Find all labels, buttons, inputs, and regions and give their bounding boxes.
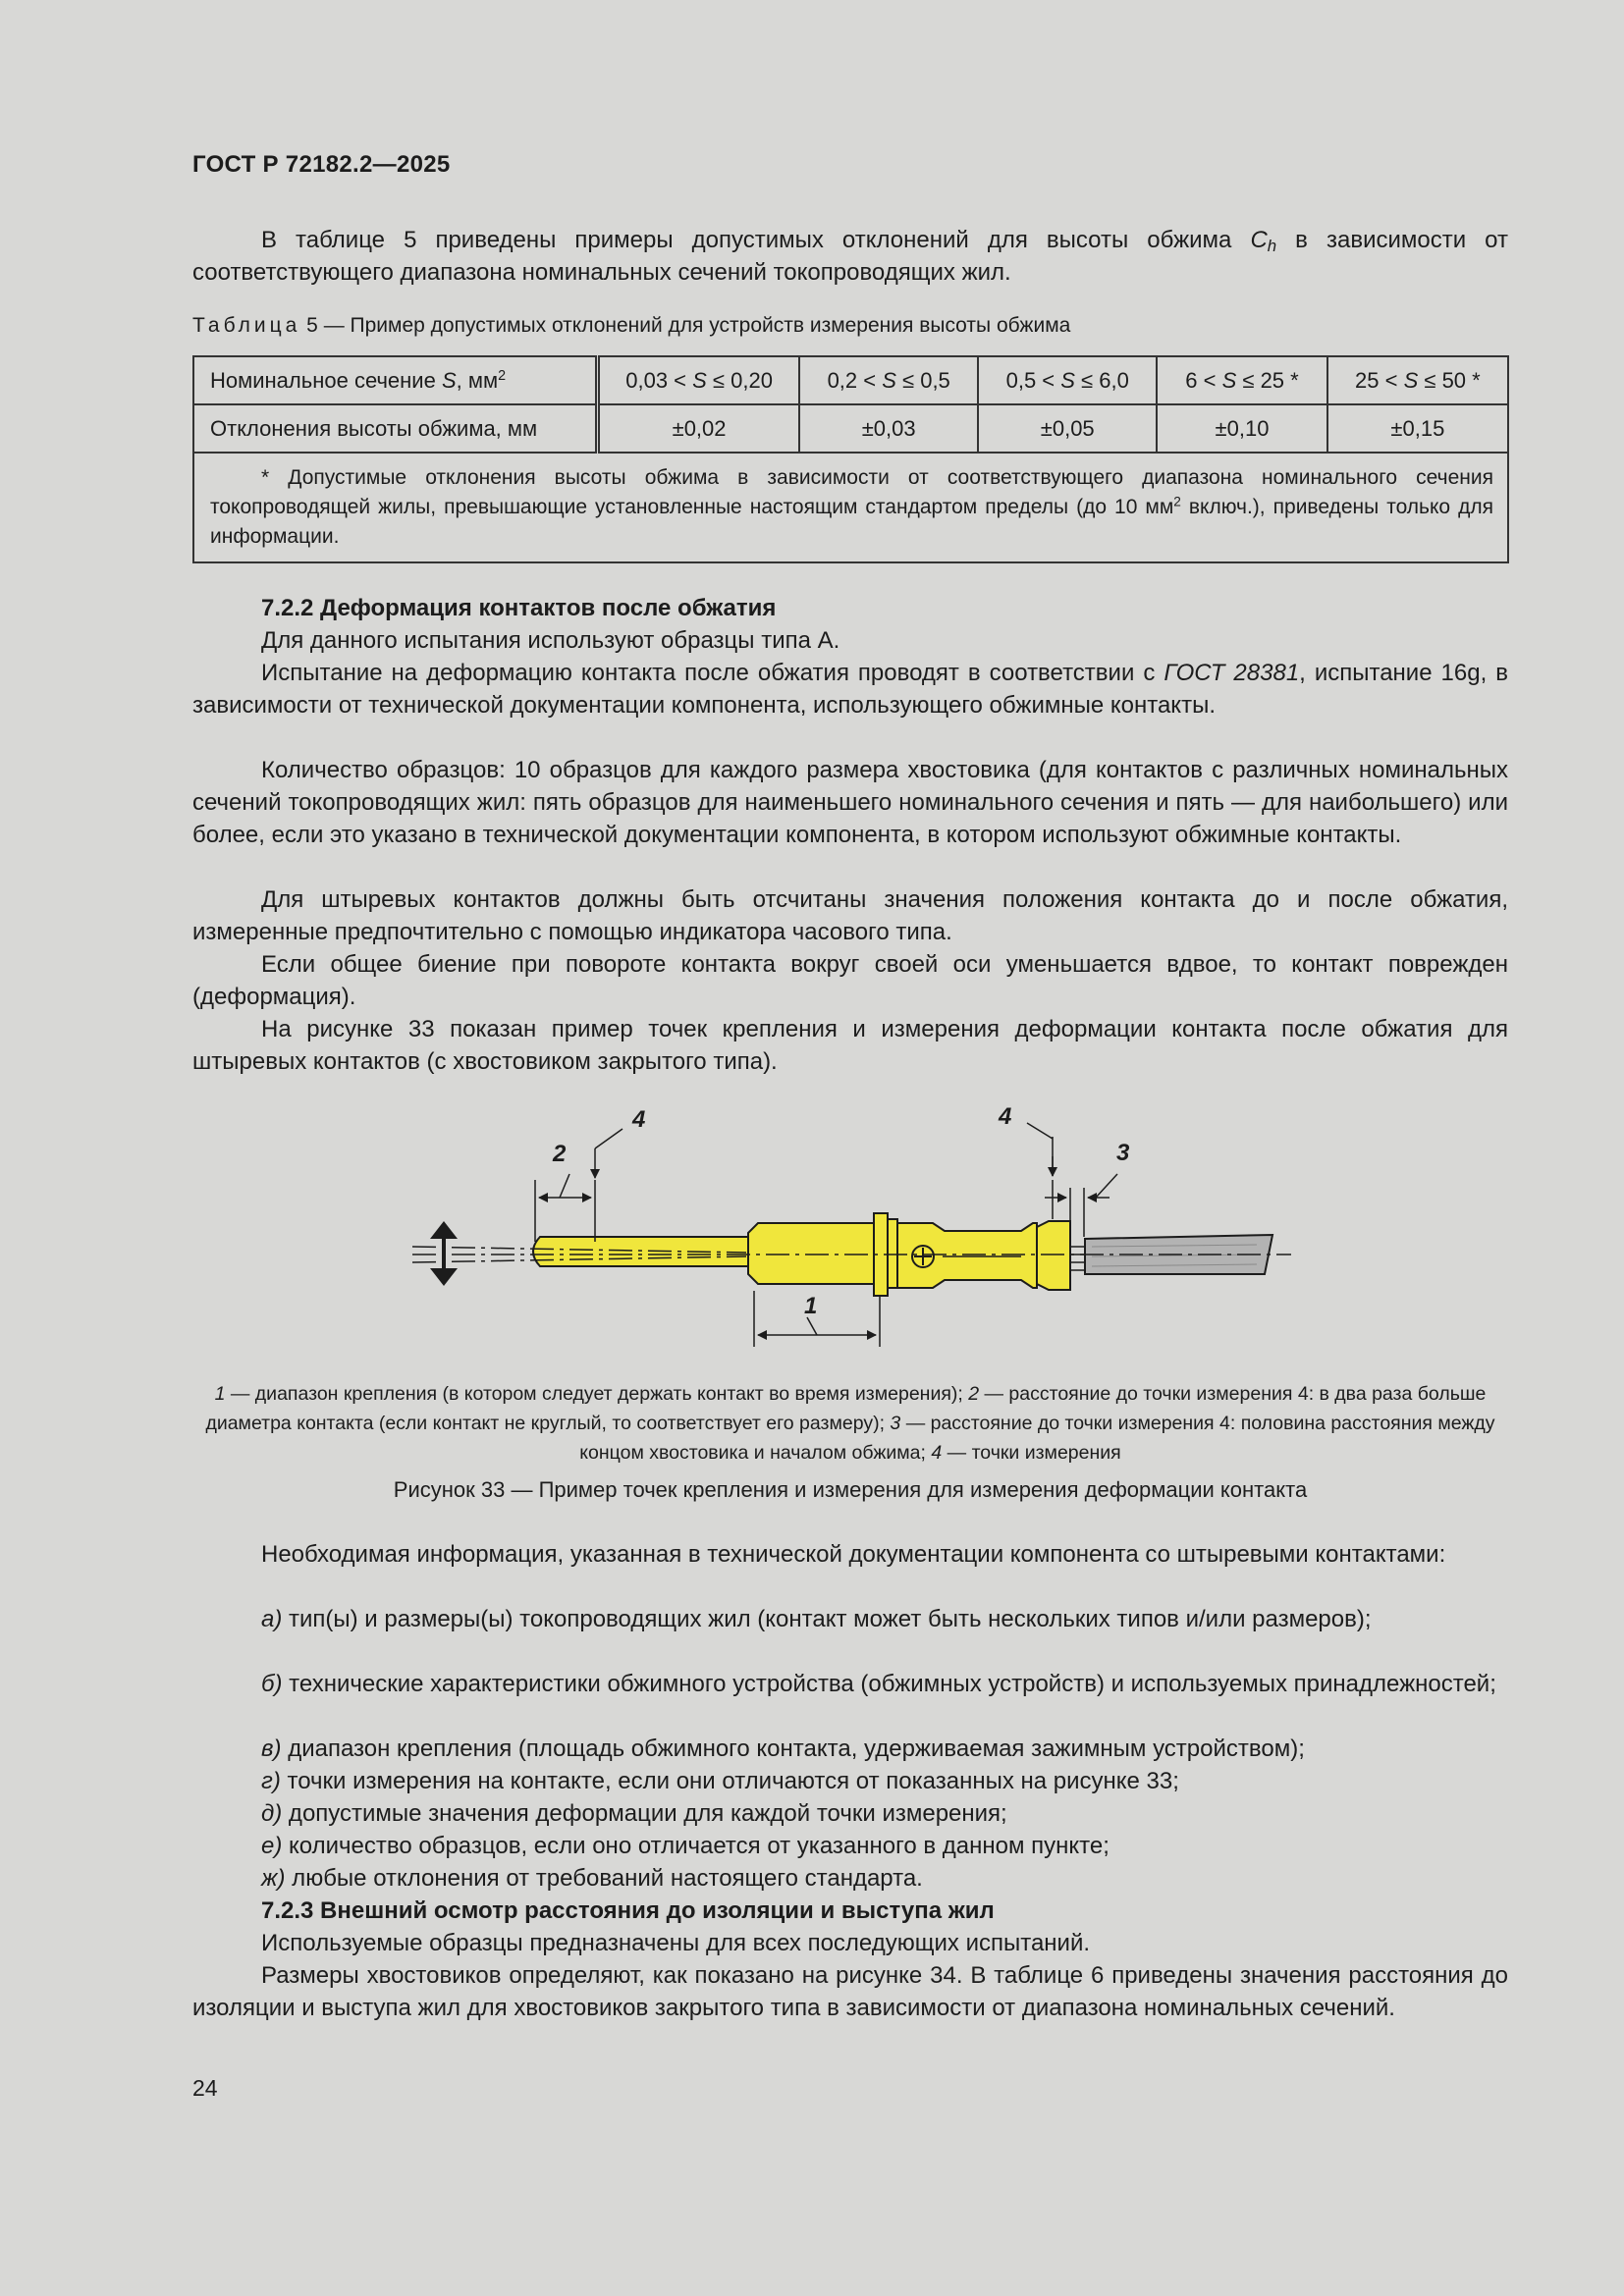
- table-cell-range: 25 < S ≤ 50 *: [1327, 356, 1508, 404]
- document-header: ГОСТ Р 72182.2—2025: [192, 151, 451, 178]
- figure-33-drawing: [393, 1099, 1326, 1364]
- paragraph: Если общее биение при повороте контакта вокруг своей оси уменьшается вдвое, то контакт поврежден (деформация).: [192, 951, 1508, 1010]
- paragraph: Размеры хвостовиков определяют, как показано на рисунке 34. В таблице 6 приведены значения расстояния до изоляции и выступа жил для хвостовиков закрытого типа в зависимости от диапазона номинальных сечений.: [192, 1962, 1508, 2021]
- paragraph: Необходимая информация, указанная в технической документации компонента со штыревыми контактами:: [261, 1541, 1446, 1568]
- table-cell-range: 6 < S ≤ 25 *: [1157, 356, 1327, 404]
- table-cell-deviation: ±0,02: [598, 404, 800, 453]
- table-cell-range: 0,2 < S ≤ 0,5: [799, 356, 978, 404]
- label-3: 3: [1116, 1140, 1130, 1166]
- label-1: 1: [804, 1293, 818, 1319]
- table-cell-deviation: ±0,05: [978, 404, 1157, 453]
- list-item: г) точки измерения на контакте, если они отличаются от показанных на рисунке 33;: [261, 1768, 1179, 1794]
- list-item: ж) любые отклонения от требований настоящего стандарта.: [261, 1865, 923, 1892]
- paragraph: Для штыревых контактов должны быть отсчитаны значения положения контакта до и после обжатия, измеренные предпочтительно с помощью индикатора часового типа.: [192, 886, 1508, 945]
- table-footnote: * Допустимые отклонения высоты обжима в зависимости от соответствующего диапазона номинального сечения токопроводящей жилы, превышающие установленные настоящим стандартом пределы (до 10 $мм^2$ включ.), приведены только для информации.: [193, 453, 1508, 562]
- label-2: 2: [553, 1141, 567, 1167]
- table-row: [193, 356, 1508, 404]
- dimension-2: [535, 1174, 595, 1242]
- paragraph: Испытание на деформацию контакта после обжатия проводят в соответствии с ГОСТ 28381, испытание 16g, в зависимости от технической документации компонента, использующего обжимные контакты.: [192, 660, 1508, 719]
- label-4-left: 4: [632, 1106, 646, 1133]
- list-item: д) допустимые значения деформации для каждой точки измерения;: [261, 1800, 1007, 1827]
- table-row: [193, 453, 1508, 562]
- list-item: б) технические характеристики обжимного устройства (обжимных устройств) и используемых принадлежностей;: [261, 1671, 1496, 1697]
- measurement-pointer-left: [595, 1129, 623, 1178]
- table-row-header-section: Номинальное сечение S, $мм^2$: [193, 356, 598, 404]
- table-cell-deviation: ±0,10: [1157, 404, 1327, 453]
- list-item: а) тип(ы) и размеры(ы) токопроводящих жил (контакт может быть нескольких типов и/или размеров);: [261, 1606, 1372, 1632]
- label-4-right: 4: [999, 1103, 1012, 1130]
- table-caption: Таблица 5 — Пример допустимых отклонений для устройств измерения высоты обжима: [192, 314, 1071, 337]
- measurement-pointer-right: [1027, 1123, 1053, 1219]
- table-5: [192, 355, 1509, 563]
- paragraph: На рисунке 33 показан пример точек крепления и измерения деформации контакта после обжатия для штыревых контактов (с хвостовиком закрытого типа).: [192, 1016, 1508, 1075]
- paragraph: Количество образцов: 10 образцов для каждого размера хвостовика (для контактов с различных номинальных сечений токопроводящих жил: пять образцов для наименьшего номинального сечения и пять — для наибольшего) или более, если это указано в технической документации компонента, в котором используют обжимные контакты.: [192, 757, 1508, 848]
- wire-strands: [1070, 1247, 1086, 1270]
- list-item: е) количество образцов, если оно отличается от указанного в данном пункте;: [261, 1833, 1110, 1859]
- table-cell-range: 0,5 < S ≤ 6,0: [978, 356, 1157, 404]
- table-cell-range: 0,03 < S ≤ 0,20: [598, 356, 800, 404]
- figure-legend: 1 — диапазон крепления (в котором следует держать контакт во время измерения); 2 — расстояние до точки измерения 4: в два раза больше диаметра контакта (если контакт не круглый, то соответствует его размеру); 3 — расстояние до точки измерения 4: половина расстояния между концом хвостовика и началом обжима; 4 — точки измерения: [205, 1383, 1495, 1464]
- section-heading-7-2-3: 7.2.3 Внешний осмотр расстояния до изоляции и выступа жил: [261, 1897, 995, 1924]
- intro-paragraph: В таблице 5 приведены примеры допустимых отклонений для высоты обжима $C_h$ в зависимости от соответствующего диапазона номинальных сечений токопроводящих жил.: [192, 227, 1508, 286]
- table-row-header-deviation: Отклонения высоты обжима, мм: [193, 404, 598, 453]
- table-cell-deviation: ±0,15: [1327, 404, 1508, 453]
- movement-arrow-icon: [430, 1221, 458, 1286]
- table-row: [193, 404, 1508, 453]
- paragraph: Используемые образцы предназначены для всех последующих испытаний.: [261, 1930, 1091, 1956]
- paragraph: Для данного испытания используют образцы типа А.: [261, 627, 840, 654]
- section-heading-7-2-2: 7.2.2 Деформация контактов после обжатия: [261, 595, 777, 621]
- figure-title: Рисунок 33 — Пример точек крепления и измерения для измерения деформации контакта: [393, 1477, 1308, 1502]
- table-cell-deviation: ±0,03: [799, 404, 978, 453]
- page-number: 24: [192, 2075, 218, 2101]
- list-item: в) диапазон крепления (площадь обжимного контакта, удерживаемая зажимным устройством);: [261, 1735, 1305, 1762]
